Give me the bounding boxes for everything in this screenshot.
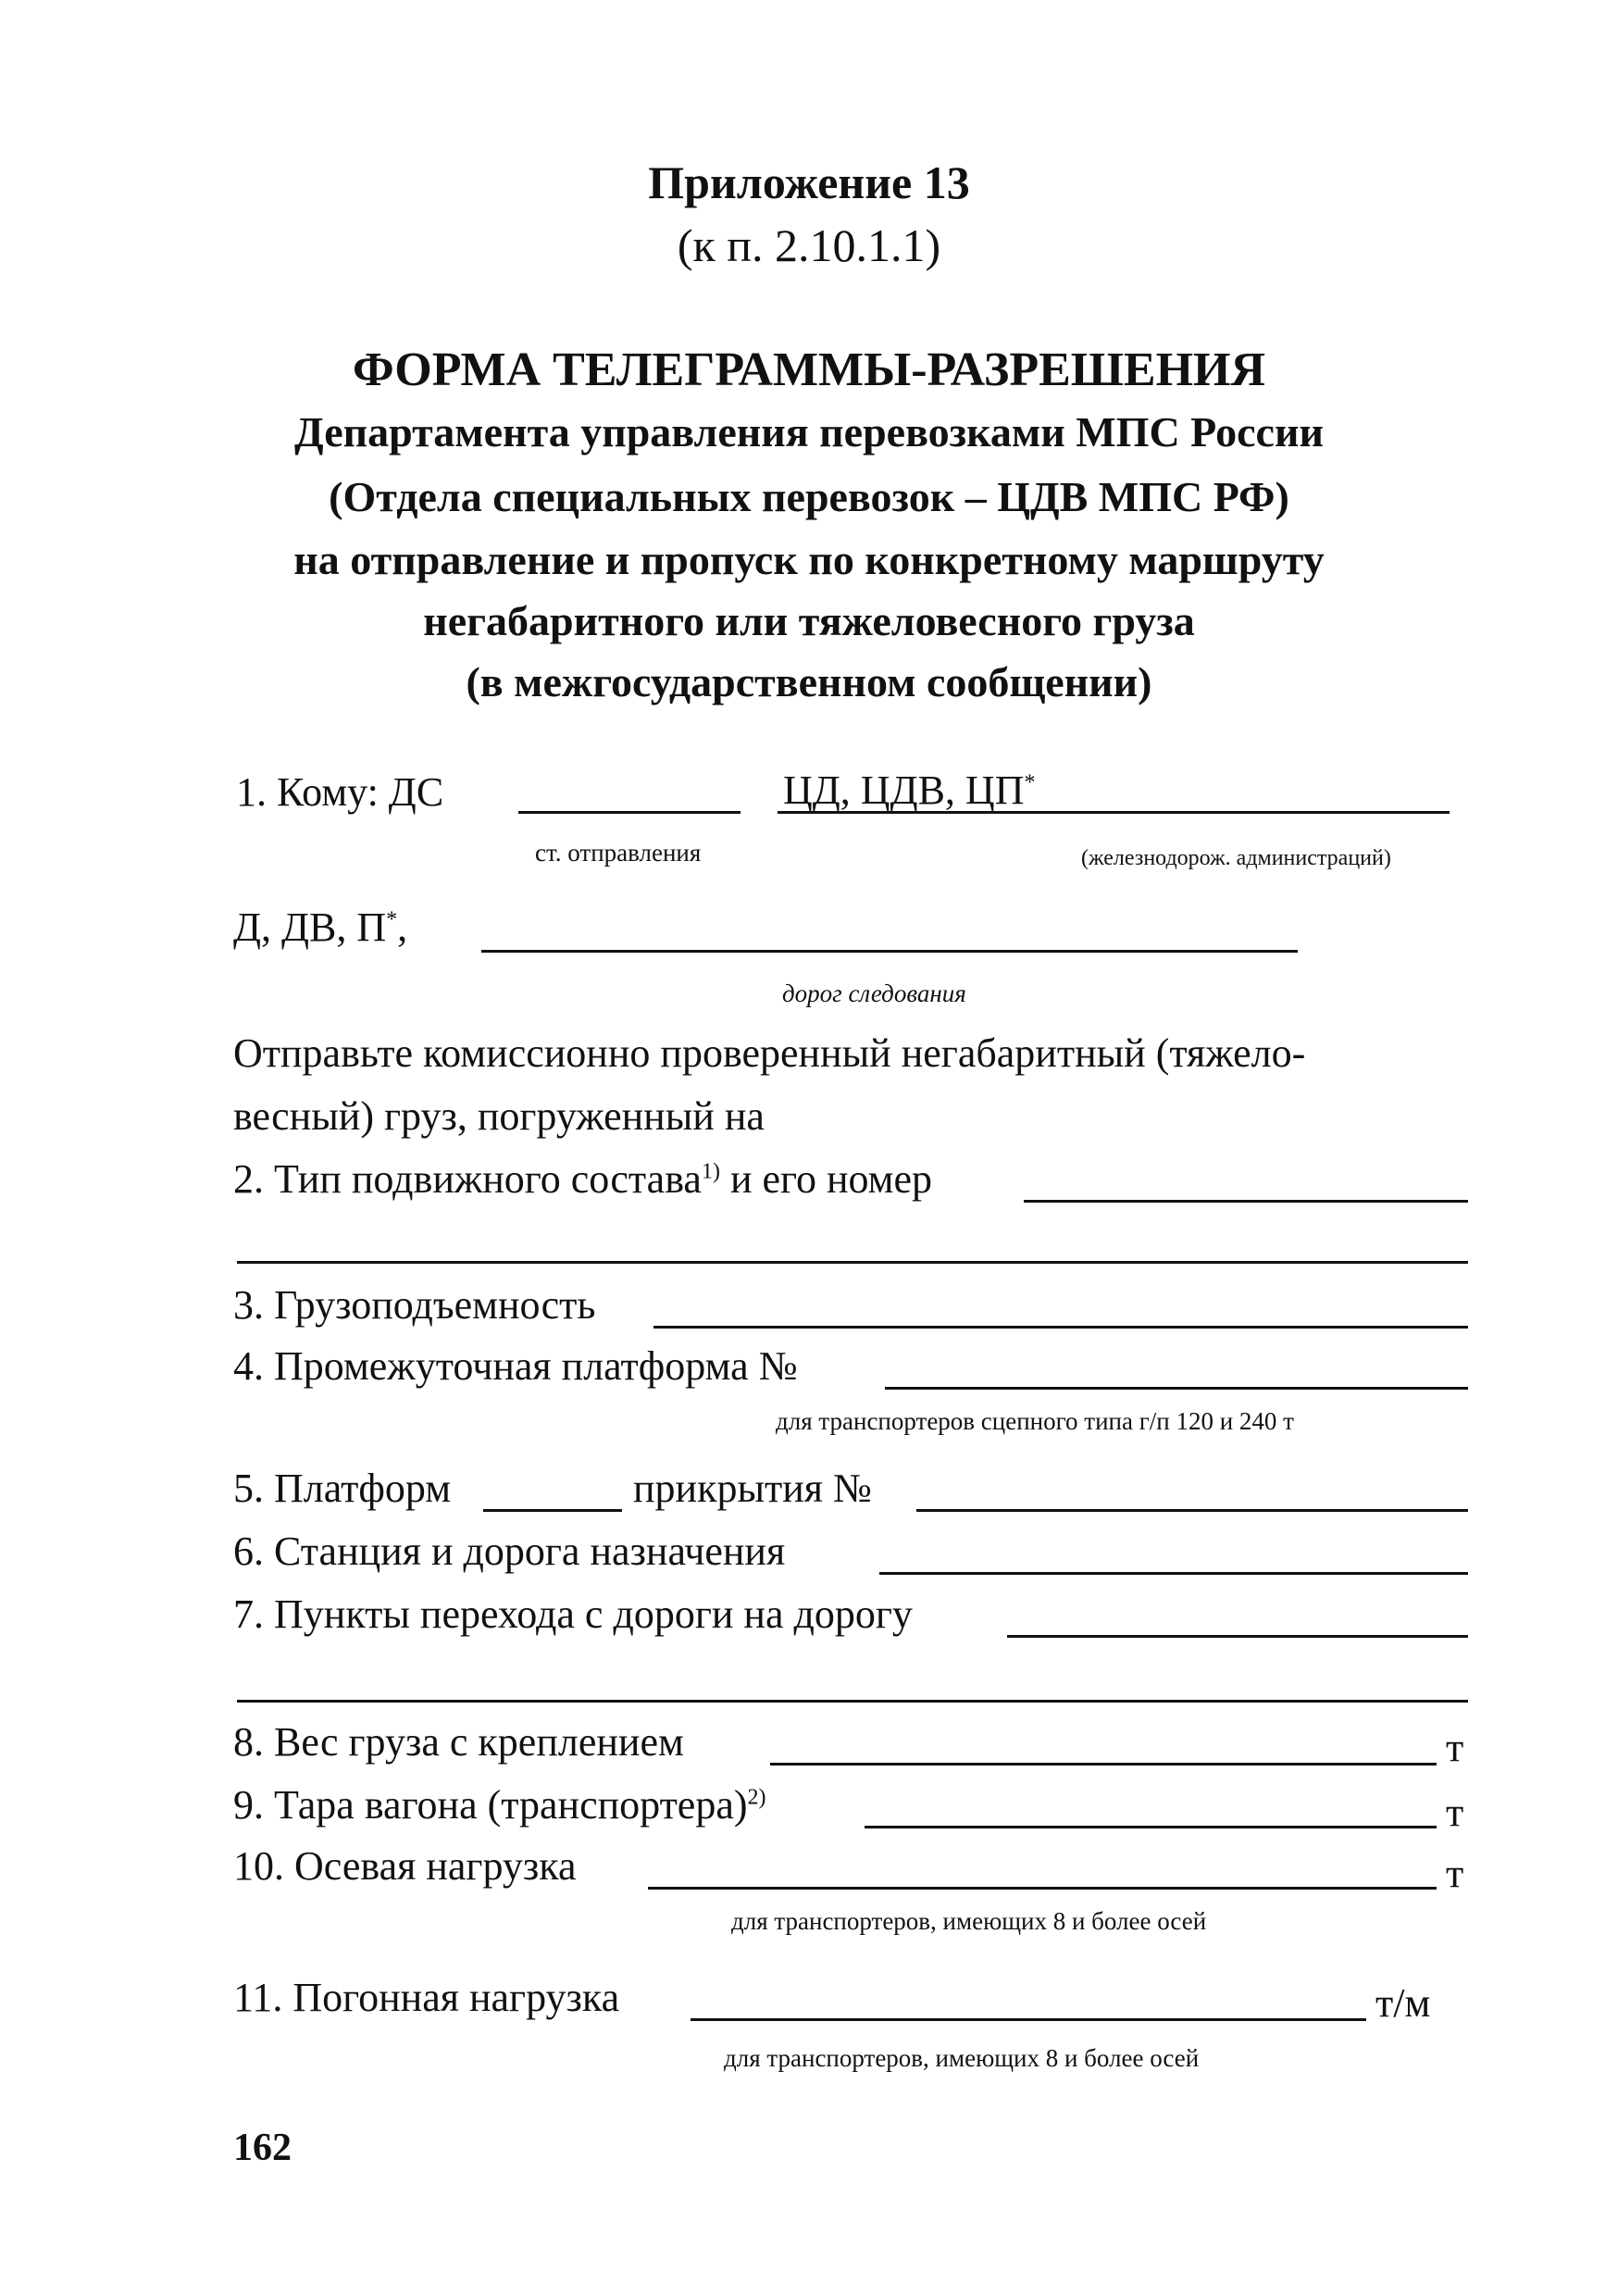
capacity-field[interactable] <box>653 1326 1468 1329</box>
item3-label: 3. Грузоподъемность <box>233 1282 596 1328</box>
item1-label: 1. Кому: ДС <box>236 769 444 815</box>
instruction-line-2: весный) груз, погруженный на <box>233 1093 765 1139</box>
item8-label: 8. Вес груза с креплением <box>233 1719 684 1765</box>
item10-label: 10. Осевая нагрузка <box>233 1843 577 1889</box>
destination-field[interactable] <box>879 1572 1468 1575</box>
recipient-admins-field[interactable] <box>778 811 1450 814</box>
caption-railway-admins: (железнодорож. администраций) <box>1081 846 1391 870</box>
transfer-points-field[interactable] <box>1007 1635 1468 1638</box>
tare-weight-field[interactable] <box>865 1826 1437 1828</box>
title-line-office: (Отдела специальных перевозок – ЦДВ МПС РФ) <box>329 473 1289 520</box>
item7-label: 7. Пункты перехода с дороги на дорогу <box>233 1591 913 1637</box>
item5-label-b: прикрытия № <box>633 1466 873 1511</box>
linear-load-field[interactable] <box>691 2018 1366 2021</box>
transfer-points-field-continued[interactable] <box>237 1700 1468 1703</box>
caption-axle-load: для транспортеров, имеющих 8 и более осей <box>731 1907 1207 1935</box>
caption-intermediate-platform: для транспортеров сцепного типа г/п 120 и 240 т <box>776 1407 1294 1435</box>
item2-label: 2. Тип подвижного состава$^{1)}$ и его номер <box>233 1156 933 1202</box>
departure-station-field[interactable] <box>518 811 741 814</box>
platform-count-field[interactable] <box>483 1509 622 1512</box>
appendix-reference: (к п. 2.10.1.1) <box>677 219 941 271</box>
title-line-cargo: негабаритного или тяжеловесного груза <box>423 597 1195 644</box>
cover-platform-field[interactable] <box>916 1509 1468 1512</box>
caption-linear-load: для транспортеров, имеющих 8 и более осей <box>724 2044 1200 2072</box>
item5-label-a: 5. Платформ <box>233 1466 452 1511</box>
item11-unit: т/м <box>1375 1980 1431 2026</box>
item11-label: 11. Погонная нагрузка <box>233 1975 620 2020</box>
item4-label: 4. Промежуточная платформа № <box>233 1343 798 1389</box>
instruction-line-1: Отправьте комиссионно проверенный негабаритный (тяжело- <box>233 1030 1306 1076</box>
caption-roads: дорог следования <box>782 980 966 1007</box>
rolling-stock-field-continued[interactable] <box>237 1261 1468 1264</box>
recipient-value: ЦД, ЦДВ, ЦП* <box>783 767 1036 813</box>
caption-departure-station: ст. отправления <box>535 839 702 867</box>
form-title: ФОРМА ТЕЛЕГРАММЫ-РАЗРЕШЕНИЯ <box>352 343 1266 396</box>
roads-label: Д, ДВ, П*, <box>233 905 408 950</box>
item9-label: 9. Тара вагона (транспортера)$^{2)}$ <box>233 1782 766 1828</box>
item8-unit: т <box>1446 1725 1464 1770</box>
item9-unit: т <box>1446 1790 1464 1835</box>
rolling-stock-field[interactable] <box>1024 1200 1468 1203</box>
roads-field[interactable] <box>481 950 1298 953</box>
title-line-route: на отправление и пропуск по конкретному маршруту <box>293 536 1325 583</box>
intermediate-platform-field[interactable] <box>885 1387 1468 1390</box>
item10-unit: т <box>1446 1851 1464 1896</box>
page-number: 162 <box>233 2127 292 2169</box>
cargo-weight-field[interactable] <box>770 1763 1437 1766</box>
item6-label: 6. Станция и дорога назначения <box>233 1529 786 1574</box>
title-line-communication: (в межгосударственном сообщении) <box>466 658 1152 705</box>
axle-load-field[interactable] <box>648 1887 1437 1890</box>
title-line-department: Департамента управления перевозками МПС России <box>294 408 1324 455</box>
appendix-title: Приложение 13 <box>648 156 970 208</box>
